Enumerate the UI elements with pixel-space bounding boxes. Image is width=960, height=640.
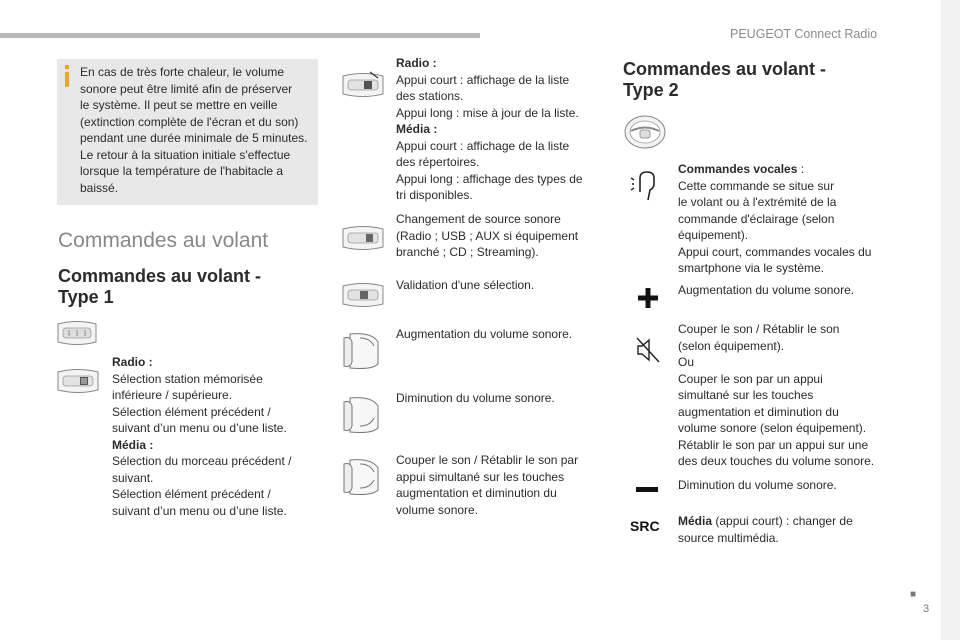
type2-media-description: Média (appui court) : changer de source multimédia. bbox=[678, 514, 853, 545]
mute-stalk-icon bbox=[342, 456, 382, 498]
type1-radio-media-description: Radio : Sélection station mémorisée inférieure / supérieure. Sélection élément précédent / suivant d’un menu ou d’une liste. Média : Sélection du morceau précédent / suivant. Sélection élément précédent / suivant d’un menu ou d’une liste. bbox=[112, 355, 292, 518]
steering-thumbwheel-icon bbox=[55, 368, 101, 394]
type2-mute-description: Couper le son / Rétablir le son (selon équipement). Ou Couper le son par un appui simultané sur les touches augmentation et diminution du volume sonore (selon équipement). Rétablir le son par un appui sur une des deux touches du volume sonore. bbox=[678, 322, 875, 468]
source-button-icon bbox=[340, 224, 386, 252]
type2-volume-down-description: Diminution du volume sonore. bbox=[678, 478, 837, 492]
thumbwheel-press-icon bbox=[340, 70, 386, 100]
volume-down-stalk-icon bbox=[342, 394, 382, 436]
page-marker: ■ bbox=[910, 589, 917, 600]
info-text: En cas de très forte chaleur, le volume sonore peut être limité afin de préserver le système. Il peut se mettre en veille (extinction complète de l'écran et du son) pendant une durée minimale de 5 minutes. Le retour à la situation initiale s'effectue lorsque la température de l'habitacle a baissé. bbox=[80, 65, 308, 195]
steering-wheel-icon bbox=[623, 114, 667, 150]
page-edge-strip bbox=[941, 0, 960, 640]
volume-up-stalk-icon bbox=[342, 330, 382, 372]
type1-heading: Commandes au volant - Type 1 bbox=[58, 266, 262, 307]
type2-heading: Commandes au volant - Type 2 bbox=[623, 59, 827, 100]
source-description: Changement de source sonore (Radio ; USB ; AUX si équipement branché ; CD ; Streaming). bbox=[396, 212, 579, 259]
validation-description: Validation d'une sélection. bbox=[396, 278, 535, 292]
middle-radio-media-description: Radio : Appui court : affichage de la liste des stations. Appui long : mise à jour de la liste. Média : Appui court : affichage de la liste des répertoires. Appui long : affichage des types de tri disponibles. bbox=[396, 56, 583, 202]
type2-volume-up-description: Augmentation du volume sonore. bbox=[678, 283, 855, 297]
page-number: 3 bbox=[923, 603, 930, 615]
volume-down-description: Diminution du volume sonore. bbox=[396, 391, 555, 405]
steering-control-type1-icon bbox=[55, 320, 99, 346]
voice-command-description: Commandes vocales : Cette commande se situe sur le volant ou à l'extrémité de la commande d'éclairage (selon équipement). Appui court, commandes vocales du smartphone via le système. bbox=[678, 162, 872, 275]
mute-icon bbox=[635, 336, 661, 364]
src-button-label: SRC bbox=[630, 518, 660, 534]
top-progress-bar bbox=[0, 33, 480, 38]
info-box bbox=[57, 59, 318, 205]
validation-button-icon bbox=[340, 282, 386, 308]
mute-description: Couper le son / Rétablir le son par appui simultané sur les touches augmentation et diminution du volume sonore. bbox=[396, 453, 579, 517]
voice-command-icon bbox=[630, 170, 664, 202]
minus-icon bbox=[636, 486, 658, 494]
plus-icon bbox=[637, 287, 659, 309]
section-title: Commandes au volant bbox=[58, 229, 269, 252]
volume-up-description: Augmentation du volume sonore. bbox=[396, 327, 573, 341]
info-icon bbox=[63, 65, 71, 89]
header-title: PEUGEOT Connect Radio bbox=[730, 27, 878, 41]
